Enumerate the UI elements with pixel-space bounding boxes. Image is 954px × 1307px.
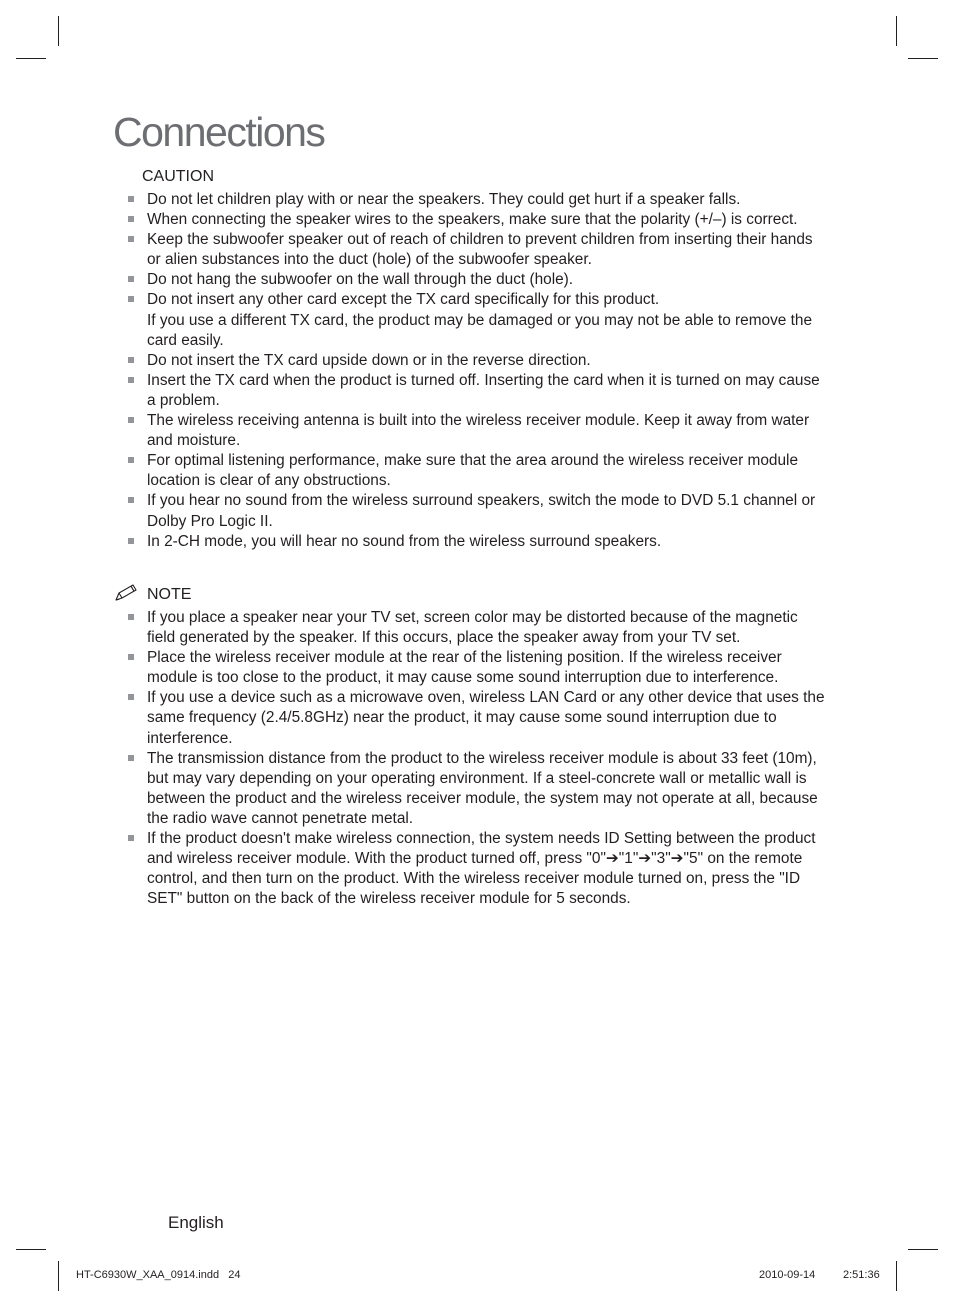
bullet-square-icon: [128, 497, 134, 503]
crop-mark: [58, 16, 59, 46]
bullet-square-icon: [128, 357, 134, 363]
list-item: [0, 608, 827, 648]
list-item-text: If you hear no sound from the wireless surround speakers, switch the mode to DVD 5.1 channel or Dolby Pro Logic II.: [147, 492, 816, 530]
list-item: [0, 290, 827, 350]
bullet-square-icon: [128, 755, 134, 761]
slug-file: HT-C6930W_XAA_0914.indd 24: [76, 1269, 241, 1281]
caution-heading: CAUTION: [142, 168, 214, 185]
note-heading: NOTE: [147, 586, 192, 603]
list-item-text: Do not let children play with or near the speakers. They could get hurt if a speaker falls.: [147, 191, 741, 208]
list-item: [0, 190, 827, 210]
list-item: [0, 491, 827, 531]
bullet-square-icon: [128, 216, 134, 222]
bullet-square-icon: [128, 835, 134, 841]
slug-date: 2010-09-14: [759, 1269, 816, 1281]
bullet-square-icon: [128, 296, 134, 302]
list-item-text: If you place a speaker near your TV set, screen color may be distorted because of the magnetic field generated by the speaker. If this occurs, place the speaker away from your TV set.: [147, 609, 798, 647]
slug-time: 2:51:36: [843, 1269, 880, 1281]
crop-mark: [908, 1249, 938, 1250]
bullet-square-icon: [128, 654, 134, 660]
bullet-square-icon: [128, 614, 134, 620]
list-item-text: If the product doesn't make wireless connection, the system needs ID Setting between the product and wireless receiver module. With the product turned off, press "0"➔"1"➔"3"➔"5" on the remote control, and then turn on the product. With the wireless receiver module turned on, press the "ID SET" button on the back of the wireless receiver module for 5 seconds.: [147, 830, 816, 908]
list-item-text: Do not insert the TX card upside down or in the reverse direction.: [147, 351, 591, 369]
list-item-text: Insert the TX card when the product is turned off. Inserting the card when it is turned on may cause a problem.: [147, 371, 820, 409]
list-item-text: When connecting the speaker wires to the speakers, make sure that the polarity (+/–) is correct.: [147, 211, 798, 229]
list-item-text: Do not hang the subwoofer on the wall through the duct (hole).: [147, 271, 574, 289]
crop-mark: [908, 58, 938, 59]
bullet-square-icon: [128, 457, 134, 463]
pencil-icon: [114, 582, 140, 602]
crop-mark: [896, 1261, 897, 1291]
crop-mark: [16, 1249, 46, 1250]
bullet-square-icon: [128, 538, 134, 544]
bullet-square-icon: [128, 236, 134, 242]
list-item-text: If you use a device such as a microwave oven, wireless LAN Card or any other device that uses the same frequency (2.4/5.8GHz) near the product, it may cause some sound interruption due to interference.: [147, 689, 825, 747]
list-item-subtext: If you use a different TX card, the product may be damaged or you may not be able to remove the card easily.: [147, 311, 813, 349]
crop-mark: [58, 1261, 59, 1291]
bullet-square-icon: [128, 196, 134, 202]
bullet-square-icon: [128, 377, 134, 383]
list-item-text: Keep the subwoofer speaker out of reach of children to prevent children from inserting their hands or alien substances into the duct (hole) of the subwoofer speaker.: [147, 231, 813, 269]
list-item-text: In 2-CH mode, you will hear no sound from the wireless surround speakers.: [147, 532, 662, 550]
bullet-square-icon: [128, 417, 134, 423]
list-item-text: Do not insert any other card except the TX card specifically for this product.: [147, 291, 660, 309]
list-item: [0, 230, 827, 270]
list-item: [0, 270, 827, 290]
list-item-text: The transmission distance from the product to the wireless receiver module is about 33 feet (10m), but may vary depending on your operating environment. If a steel-concrete wall or metallic wall is between the product and the wireless receiver module, the system may not operate at all, because the radio wave cannot penetrate metal.: [147, 749, 818, 827]
list-item: [0, 411, 827, 451]
list-item: [0, 749, 827, 829]
crop-mark: [16, 58, 46, 59]
note-list: [0, 608, 827, 909]
bullet-square-icon: [128, 276, 134, 282]
list-item-text: The wireless receiving antenna is built into the wireless receiver module. Keep it away from water and moisture.: [147, 412, 810, 450]
page-title: Connections: [113, 109, 325, 155]
list-item: [0, 451, 827, 491]
list-item: [0, 688, 827, 748]
list-item-text: Place the wireless receiver module at the rear of the listening position. If the wireless receiver module is too close to the product, it may cause some sound interruption due to interference.: [147, 649, 782, 687]
bullet-square-icon: [128, 694, 134, 700]
list-item: [0, 371, 827, 411]
list-item: [0, 351, 827, 371]
crop-mark: [896, 16, 897, 46]
footer-language: English: [168, 1213, 224, 1232]
list-item: [0, 648, 827, 688]
list-item-text: For optimal listening performance, make sure that the area around the wireless receiver module location is clear of any obstructions.: [147, 452, 798, 490]
list-item: [0, 829, 827, 909]
caution-list: [0, 190, 827, 552]
list-item: [0, 210, 827, 230]
list-item: [0, 532, 827, 552]
